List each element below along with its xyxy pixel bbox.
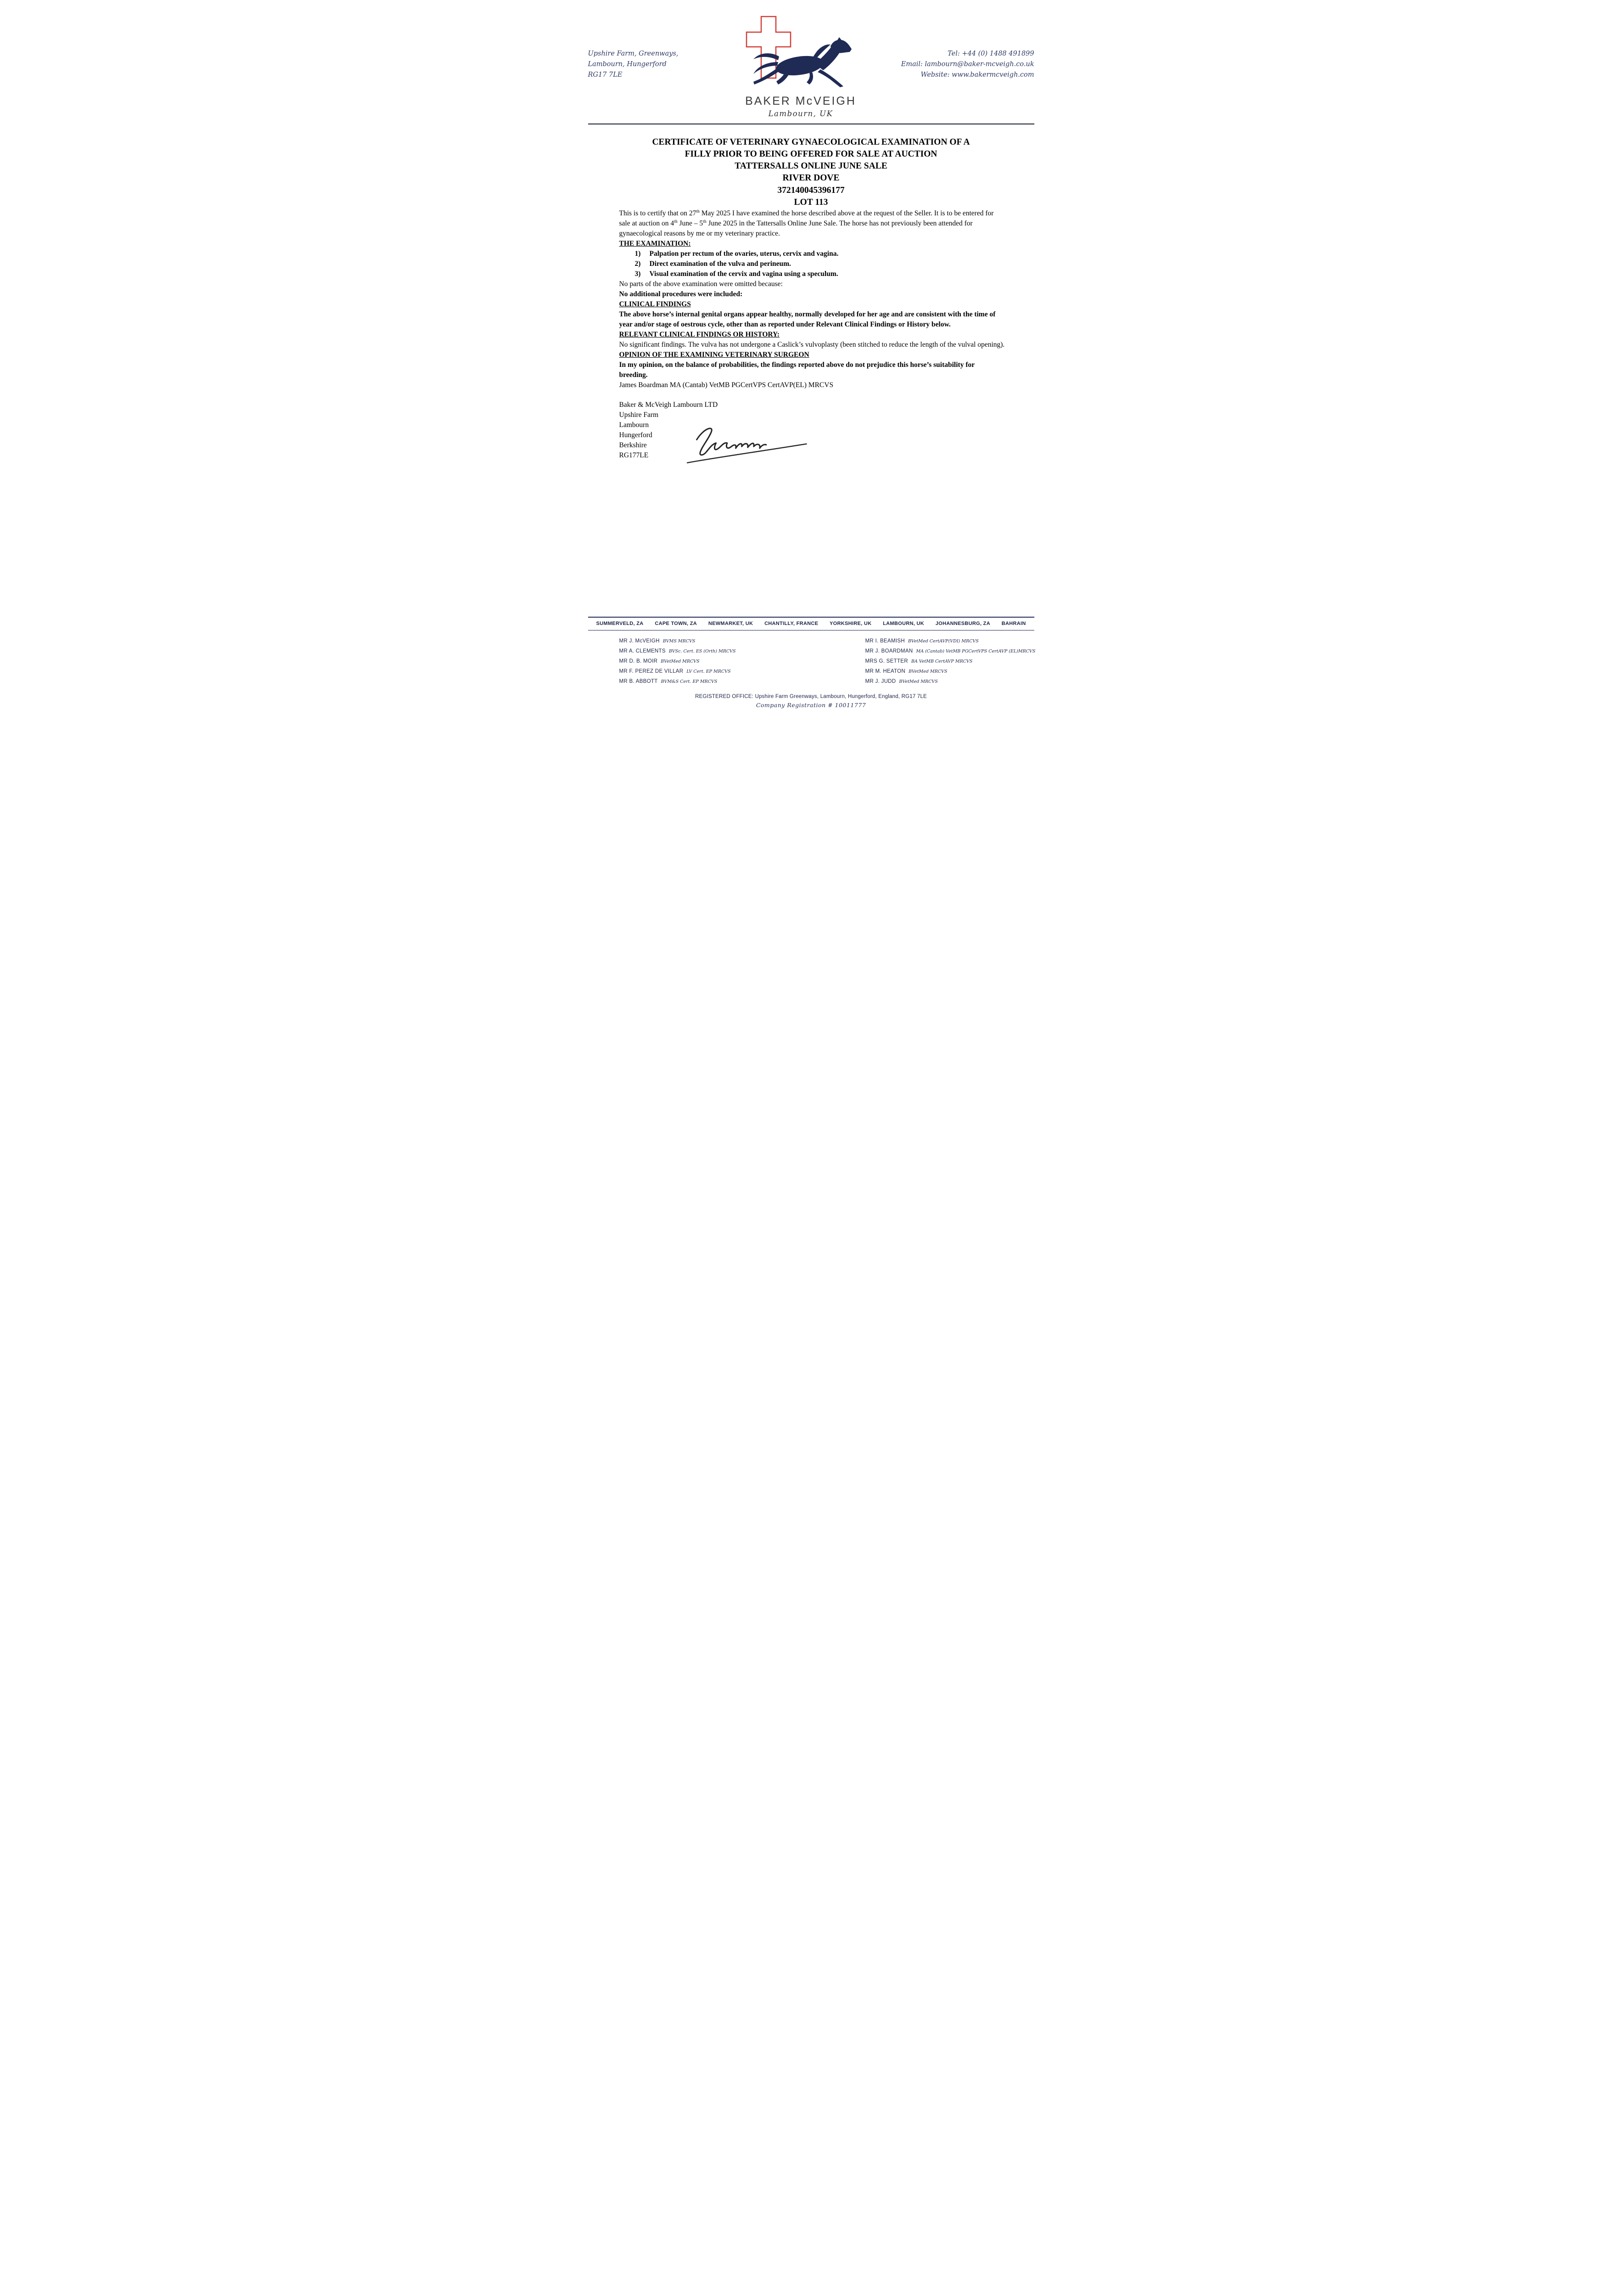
signatory-address-line: Hungerford [619, 431, 652, 439]
ordinal-suffix: th [674, 219, 678, 224]
staff-member [865, 636, 1064, 646]
staff-qualifications: MA (Cantab) VetMB PGCertVPS CertAVP (EL)MRCVS [916, 649, 1036, 654]
title-line: CERTIFICATE OF VETERINARY GYNAECOLOGICAL EXAMINATION OF A [652, 137, 970, 147]
additional-procedures-note: No additional procedures were included: [619, 290, 743, 298]
address-line: RG17 7LE [588, 71, 623, 79]
text-segment: June – 5 [677, 219, 703, 227]
staff-qualifications: BVetMed CertAVP(VDI) MRCVS [908, 639, 979, 644]
title-line: FILLY PRIOR TO BEING OFFERED FOR SALE AT AUCTION [685, 149, 937, 159]
location-item: CAPE TOWN, ZA [655, 621, 697, 626]
item-number: 2) [634, 259, 641, 268]
staff-member [619, 646, 865, 656]
galloping-horse-icon [752, 37, 853, 88]
staff-column-right [865, 636, 1064, 687]
location-item: SUMMERVELD, ZA [596, 621, 644, 626]
brand-location: Lambourn, UK [768, 109, 833, 118]
item-text: Direct examination of the vulva and perineum. [649, 259, 791, 268]
signature-block [619, 400, 1005, 461]
staff-qualifications: BVSc. Cert. ES (Orth) MRCVS [668, 649, 736, 654]
staff-list [559, 630, 1064, 687]
signatory-company: Baker & McVeigh Lambourn LTD [619, 400, 718, 409]
relevant-findings-heading: RELEVANT CLINICAL FINDINGS OR HISTORY: [619, 330, 780, 338]
signatory-address-line: Lambourn [619, 421, 649, 429]
item-text: Visual examination of the cervix and vagina using a speculum. [649, 270, 838, 278]
item-number: 3) [634, 270, 641, 278]
omission-note: No parts of the above examination were omitted because: [619, 280, 783, 288]
staff-member [619, 636, 865, 646]
location-item: YORKSHIRE, UK [830, 621, 872, 626]
examination-heading: THE EXAMINATION: [619, 239, 691, 248]
staff-name: MR A. CLEMENTS [619, 648, 666, 654]
staff-name: MR F. PEREZ DE VILLAR [619, 669, 684, 675]
certificate-title [559, 136, 1064, 208]
address-line: Upshire Farm, Greenways, [588, 50, 679, 57]
certificate-footer [559, 617, 1064, 709]
company-registration: Company Registration # 10011777 [756, 702, 866, 709]
horse-name: RIVER DOVE [782, 173, 840, 183]
staff-name: MR J. JUDD [865, 679, 896, 685]
practice-locations-bar [588, 617, 1034, 630]
practice-logo [725, 12, 876, 118]
vet-credentials: James Boardman MA (Cantab) VetMB PGCertVPS CertAVP(EL) MRCVS [619, 381, 834, 389]
text-segment: May 2025 I have examined the horse described above at the request of the Seller. It is to be entered for sale at auction on 4 [619, 209, 994, 227]
clinical-findings-heading: CLINICAL FINDINGS [619, 300, 691, 308]
clinical-findings-text: The above horse’s internal genital organs appear healthy, normally developed for her age and are consistent with the time of year and/or stage of oestrous cycle, other than as reported under Relevant Clinical Findings or History below. [619, 310, 996, 328]
staff-member [865, 666, 1064, 676]
staff-qualifications: BVetMed MRCVS [899, 679, 938, 685]
certificate-body [559, 208, 1064, 461]
contact-phone: Tel: +44 (0) 1488 491899 [948, 50, 1034, 57]
registered-office: REGISTERED OFFICE: Upshire Farm Greenways, Lambourn, Hungerford, England, RG17 7LE [695, 694, 927, 700]
staff-qualifications: BVM&S Cert. EP MRCVS [661, 679, 718, 685]
address-line: Lambourn, Hungerford [588, 61, 667, 68]
staff-member [619, 676, 865, 687]
location-item: LAMBOURN, UK [883, 621, 924, 626]
text-segment: This is to certify that on 27 [619, 209, 696, 217]
location-item: NEWMARKET, UK [708, 621, 753, 626]
staff-name: MR J. BOARDMAN [865, 648, 913, 654]
signatory-address-line: Upshire Farm [619, 411, 659, 419]
brand-name: BAKER McVEIGH [745, 95, 856, 107]
staff-name: MR I. BEAMISH [865, 638, 905, 644]
signatory-address-line: Berkshire [619, 441, 647, 449]
staff-name: MR J. McVEIGH [619, 638, 660, 644]
ordinal-suffix: th [703, 219, 707, 224]
location-item: BAHRAIN [1001, 621, 1026, 626]
letterhead [559, 0, 1064, 118]
staff-name: MR M. HEATON [865, 669, 906, 675]
location-item: JOHANNESBURG, ZA [935, 621, 990, 626]
item-number: 1) [634, 249, 641, 258]
text-segment: June 2025 in the Tattersalls Online June Sale. The horse has not previously been attended for gynaecological reasons by me or my veterinary practice. [619, 219, 973, 237]
opinion-heading: OPINION OF THE EXAMINING VETERINARY SURGEON [619, 350, 809, 359]
examination-item [619, 269, 1005, 279]
signature-image [681, 421, 810, 469]
title-line: TATTERSALLS ONLINE JUNE SALE [735, 161, 887, 171]
certificate-page [559, 0, 1064, 715]
contact-email: Email: lambourn@baker-mcveigh.co.uk [901, 61, 1034, 68]
logo-art [725, 12, 876, 89]
staff-column-left [619, 636, 865, 687]
relevant-findings-text: No significant findings. The vulva has not undergone a Caslick’s vulvoplasty (been stitched to reduce the length of the vulval opening). [619, 340, 1005, 349]
item-text: Palpation per rectum of the ovaries, uterus, cervix and vagina. [649, 249, 839, 258]
opinion-text: In my opinion, on the balance of probabilities, the findings reported above do not prejudice this horse’s suitability for breeding. [619, 360, 975, 379]
staff-qualifications: BVetMed MRCVS [909, 669, 948, 675]
certify-paragraph [619, 208, 1005, 239]
staff-qualifications: BA VetMB CertAVP MRCVS [911, 659, 973, 664]
location-item: CHANTILLY, FRANCE [764, 621, 819, 626]
staff-member [865, 656, 1064, 666]
staff-member [865, 646, 1064, 656]
staff-member [865, 676, 1064, 687]
staff-qualifications: LV Cert. EP MRCVS [686, 669, 731, 675]
staff-member [619, 666, 865, 676]
examination-item [619, 259, 1005, 269]
lot-number: LOT 113 [794, 197, 828, 207]
staff-name: MR D. B. MOIR [619, 658, 658, 664]
practice-contact [897, 49, 1034, 81]
staff-member [619, 656, 865, 666]
staff-qualifications: BVetMed MRCVS [661, 659, 700, 664]
staff-qualifications: BVMS MRCVS [662, 639, 696, 644]
practice-address [588, 49, 705, 81]
microchip-number: 372140045396177 [777, 185, 845, 195]
contact-website: Website: www.bakermcveigh.com [920, 71, 1034, 79]
examination-item [619, 249, 1005, 259]
staff-name: MR B. ABBOTT [619, 679, 658, 685]
signatory-postcode: RG177LE [619, 451, 649, 459]
ordinal-suffix: th [696, 208, 700, 214]
staff-name: MRS G. SETTER [865, 658, 908, 664]
